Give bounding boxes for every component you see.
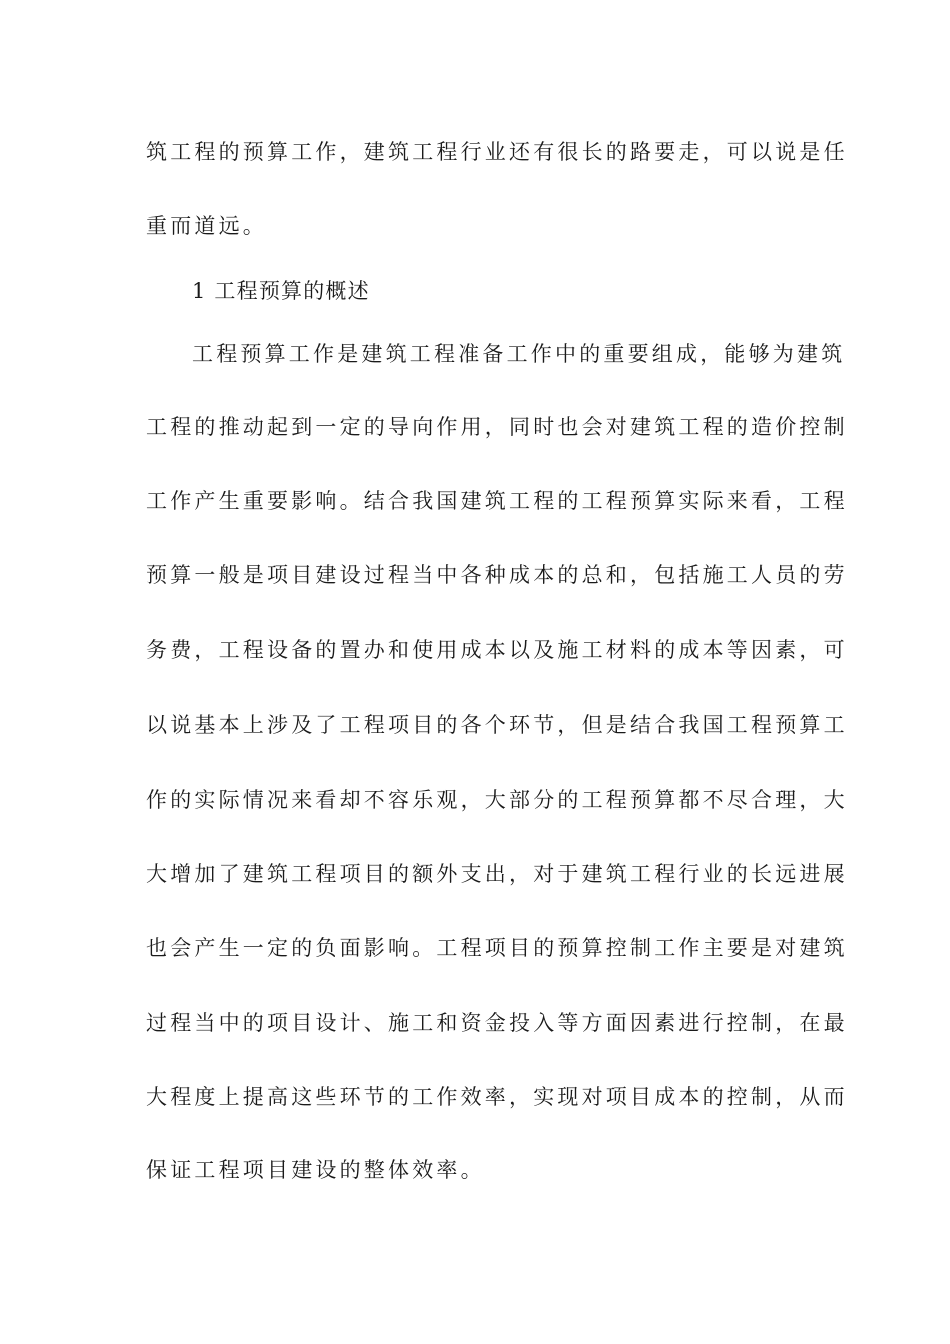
- text-line: 筑工程的预算工作，建筑工程行业还有很长的路要走，可以说是任: [146, 140, 848, 164]
- paragraph-line: 以说基本上涉及了工程项目的各个环节，但是结合我国工程预算工: [146, 713, 848, 737]
- paragraph-line: 预算一般是项目建设过程当中各种成本的总和，包括施工人员的劳: [146, 563, 848, 587]
- paragraph-line: 过程当中的项目设计、施工和资金投入等方面因素进行控制，在最: [146, 1011, 848, 1035]
- paragraph-line: 保证工程项目建设的整体效率。: [146, 1158, 485, 1182]
- paragraph-line: 也会产生一定的负面影响。工程项目的预算控制工作主要是对建筑: [146, 936, 848, 960]
- paragraph-line: 工程预算工作是建筑工程准备工作中的重要组成，能够为建筑: [192, 342, 846, 366]
- paragraph-line: 作的实际情况来看却不容乐观，大部分的工程预算都不尽合理，大: [146, 788, 848, 812]
- text-line: 重而道远。: [146, 214, 267, 238]
- section-heading: 1 工程预算的概述: [192, 279, 370, 303]
- paragraph-line: 务费，工程设备的置办和使用成本以及施工材料的成本等因素，可: [146, 638, 848, 662]
- paragraph-line: 工程的推动起到一定的导向作用，同时也会对建筑工程的造价控制: [146, 415, 848, 439]
- paragraph-line: 大程度上提高这些环节的工作效率，实现对项目成本的控制，从而: [146, 1085, 848, 1109]
- paragraph-line: 大增加了建筑工程项目的额外支出，对于建筑工程行业的长远进展: [146, 862, 848, 886]
- paragraph-line: 工作产生重要影响。结合我国建筑工程的工程预算实际来看，工程: [146, 489, 848, 513]
